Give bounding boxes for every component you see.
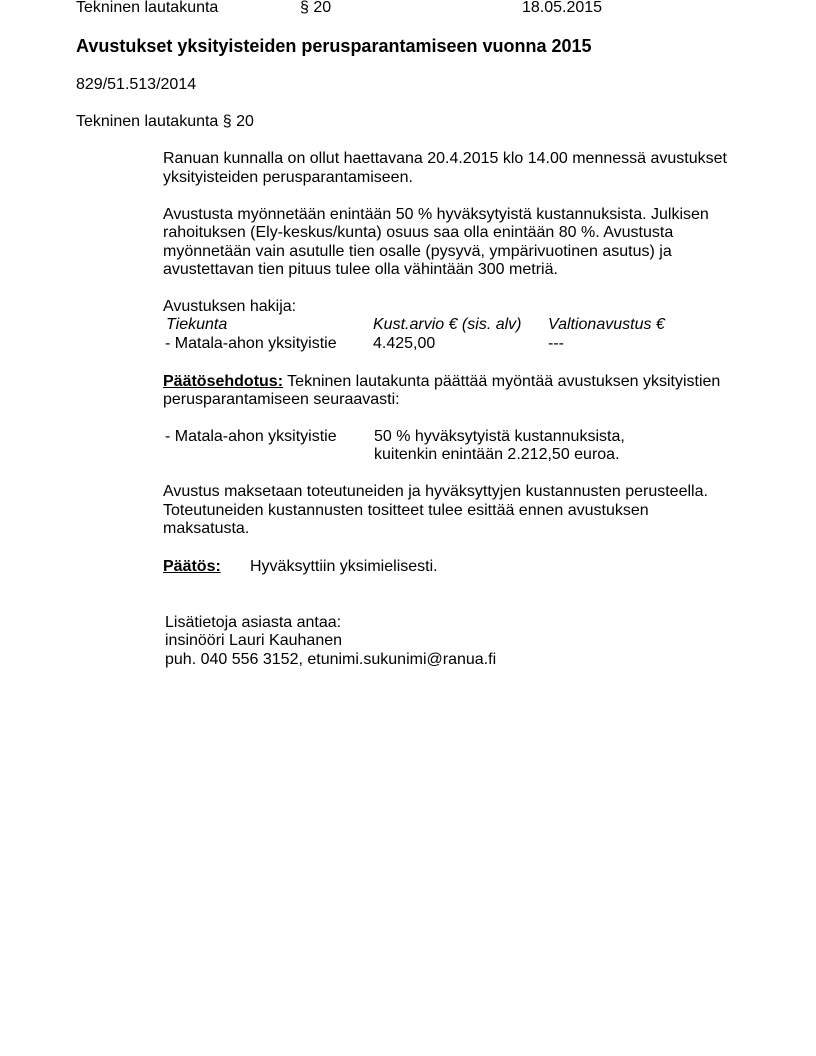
contact-line: insinööri Lauri Kauhanen <box>165 632 343 649</box>
table-cell-grant: --- <box>548 335 564 352</box>
para1-line: Ranuan kunnalla on ollut haettavana 20.4.2015 klo 14.00 mennessä avustukset <box>163 150 727 167</box>
diary-number: 829/51.513/2014 <box>76 76 197 93</box>
page-title: Avustukset yksityisteiden perusparantamiseen vuonna 2015 <box>76 36 592 56</box>
proposal-line: perusparantamiseen seuraavasti: <box>163 391 400 408</box>
para3-line: Toteutuneiden kustannusten tositteet tulee esittää ennen avustuksen <box>163 502 649 519</box>
header-section: § 20 <box>300 0 332 16</box>
section-ref: Tekninen lautakunta § 20 <box>76 113 254 130</box>
para1-line: yksityisteiden perusparantamiseen. <box>163 169 413 186</box>
table-cell-road: - Matala-ahon yksityistie <box>165 335 337 352</box>
para2-line: rahoituksen (Ely-keskus/kunta) osuus saa olla enintään 80 %. Avustusta <box>163 224 674 241</box>
para2-line: myönnetään vain asutulle tien osalle (pysyvä, ympärivuotinen asutus) ja <box>163 243 672 260</box>
decision-label: Päätös: <box>163 558 221 575</box>
para3-line: Avustus maksetaan toteutuneiden ja hyväksyttyjen kustannusten perusteella. <box>163 483 708 500</box>
col-header-cost: Kust.arvio € (sis. alv) <box>373 316 522 333</box>
header-date: 18.05.2015 <box>522 0 603 16</box>
contact-line: puh. 040 556 3152, etunimi.sukunimi@ranua.fi <box>165 651 497 668</box>
proposal-label: Päätösehdotus: <box>163 373 284 390</box>
grant-line: kuitenkin enintään 2.212,50 euroa. <box>374 446 620 463</box>
para2-line: avustettavan tien pituus tulee olla vähintään 300 metriä. <box>163 261 558 278</box>
col-header-road: Tiekunta <box>166 316 228 333</box>
table-cell-cost: 4.425,00 <box>373 335 436 352</box>
para2-line: Avustusta myönnetään enintään 50 % hyväksytyistä kustannuksista. Julkisen <box>163 206 709 223</box>
proposal-line <box>163 373 720 392</box>
para3-line: maksatusta. <box>163 520 250 537</box>
decision-text: Hyväksyttiin yksimielisesti. <box>250 558 438 575</box>
grant-line: 50 % hyväksytyistä kustannuksista, <box>374 428 625 445</box>
proposal-text: Tekninen lautakunta päättää myöntää avustuksen yksityistien <box>287 373 721 390</box>
col-header-grant: Valtionavustus € <box>548 316 665 333</box>
header-committee: Tekninen lautakunta <box>76 0 219 16</box>
contact-line: Lisätietoja asiasta antaa: <box>165 614 342 631</box>
grant-road: - Matala-ahon yksityistie <box>165 428 337 445</box>
applicants-label: Avustuksen hakija: <box>163 298 297 315</box>
